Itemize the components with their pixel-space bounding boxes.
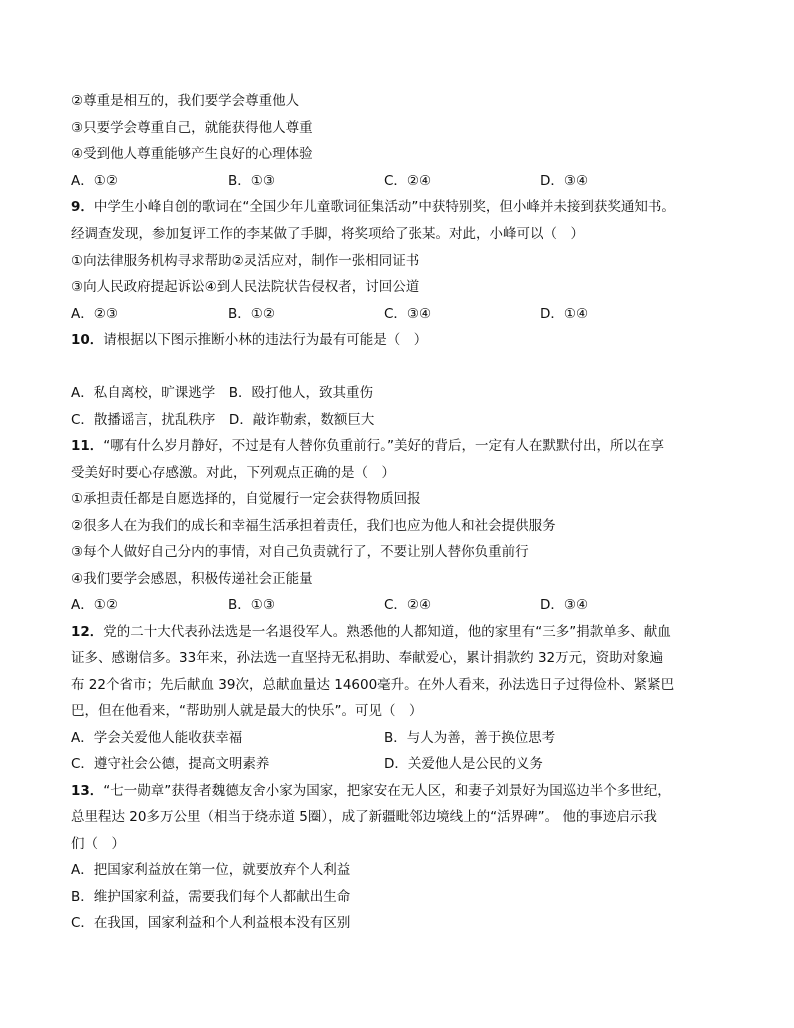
q13-option-a: A．把国家利益放在第一位，就要放弃个人利益 (71, 862, 351, 878)
q9-option-b: B．①② (228, 306, 275, 322)
q11-option-c: C．②④ (384, 597, 432, 613)
q13-stem-line-2: 总里程达 20多万公里（相当于绕赤道 5圈），成了新疆毗邻边境线上的“活界碑”。 他的事迹启示我 (71, 809, 657, 825)
q11-item-4: ④我们要学会感恩，积极传递社会正能量 (71, 571, 313, 587)
q12-stem-line-1 (71, 623, 754, 641)
q13-option-c: C．在我国，国家利益和个人利益根本没有区别 (71, 915, 351, 931)
q11-stem-line-1 (71, 437, 754, 455)
q9-option-a: A．②③ (71, 306, 118, 322)
q11-item-1: ①承担责任都是自愿选择的，自觉履行一定会获得物质回报 (71, 491, 421, 507)
q8-item-2: ②尊重是相互的，我们要学会尊重他人 (71, 93, 300, 109)
q11-item-3: ③每个人做好自己分内的事情，对自己负责就行了，不要让别人替你负重前行 (71, 544, 529, 560)
q12-number: 12． (71, 624, 104, 640)
q12-text-1: 党的二十大代表孙法选是一名退役军人。熟悉他的人都知道，他的家里有“三多”捐款单多、献血 (103, 624, 671, 640)
q9-text-1: 中学生小峰自创的歌词在“全国少年儿童歌词征集活动”中获特别奖，但小峰并未接到获奖通知书。 (93, 199, 675, 215)
q10-options-cd: C．散播谣言，扰乱秩序 D．敲诈勒索，数额巨大 (71, 412, 375, 428)
q9-stem-line-1 (71, 198, 754, 216)
q9-option-d: D．①④ (540, 306, 589, 322)
q11-stem-line-2: 受美好时要心存感激。对此，下列观点正确的是（ ） (71, 465, 395, 481)
q12-option-a: A．学会关爱他人能收获幸福 (71, 730, 243, 746)
q13-stem-line-1 (71, 782, 754, 800)
q9-number: 9． (71, 199, 94, 215)
q8-option-d: D．③④ (540, 173, 589, 189)
q8-item-3: ③只要学会尊重自己，就能获得他人尊重 (71, 120, 313, 136)
q11-option-d: D．③④ (540, 597, 589, 613)
q10-stem (71, 331, 754, 349)
q12-option-b: B．与人为善，善于换位思考 (384, 730, 556, 746)
q11-option-a: A．①② (71, 597, 118, 613)
q13-option-b: B．维护国家利益，需要我们每个人都献出生命 (71, 889, 351, 905)
q12-stem-line-3: 布 22个省市；先后献血 39次，总献血量达 14600毫升。在外人看来，孙法选日子过得俭朴、紧紧巴 (71, 677, 675, 693)
q13-stem-line-3: 们（ ） (71, 836, 125, 852)
q9-stem-line-2: 经调查发现，参加复评工作的李某做了手脚，将奖项给了张某。对此，小峰可以（ ） (71, 226, 584, 242)
q11-option-b: B．①③ (228, 597, 275, 613)
q8-item-4: ④受到他人尊重能够产生良好的心理体验 (71, 146, 313, 162)
q12-stem-line-4: 巴，但在他看来，“帮助别人就是最大的快乐”。可见（ ） (71, 703, 423, 719)
q8-option-a: A．①② (71, 173, 118, 189)
q9-option-c: C．③④ (384, 306, 432, 322)
q9-items-3-4: ③向人民政府提起诉讼④到人民法院状告侵权者，讨回公道 (71, 279, 420, 295)
q10-options-ab: A．私自离校，旷课逃学 B．殴打他人，致其重伤 (71, 385, 373, 401)
q8-option-b: B．①③ (228, 173, 275, 189)
q9-items-1-2: ①向法律服务机构寻求帮助②灵活应对，制作一张相同证书 (71, 253, 420, 269)
q12-stem-line-2: 证多、感谢信多。33年来，孙法选一直坚持无私捐助、奉献爱心，累计捐款约 32万元，资助对象遍 (71, 650, 664, 666)
q11-number: 11． (71, 438, 104, 454)
q12-option-d: D．关爱他人是公民的义务 (384, 756, 543, 772)
q13-number: 13． (71, 783, 104, 799)
q8-option-c: C．②④ (384, 173, 432, 189)
q12-option-c: C．遵守社会公德，提高文明素养 (71, 756, 270, 772)
q10-number: 10． (71, 332, 104, 348)
q10-text: 请根据以下图示推断小林的违法行为最有可能是（ ） (103, 332, 428, 348)
q13-text-1: “七一勋章”获得者魏德友舍小家为国家，把家安在无人区，和妻子刘景好为国巡边半个多世纪， (103, 783, 671, 799)
q11-text-1: “哪有什么岁月静好，不过是有人替你负重前行。”美好的背后，一定有人在默默付出，所以在享 (103, 438, 665, 454)
q11-item-2: ②很多人在为我们的成长和幸福生活承担着责任，我们也应为他人和社会提供服务 (71, 518, 556, 534)
